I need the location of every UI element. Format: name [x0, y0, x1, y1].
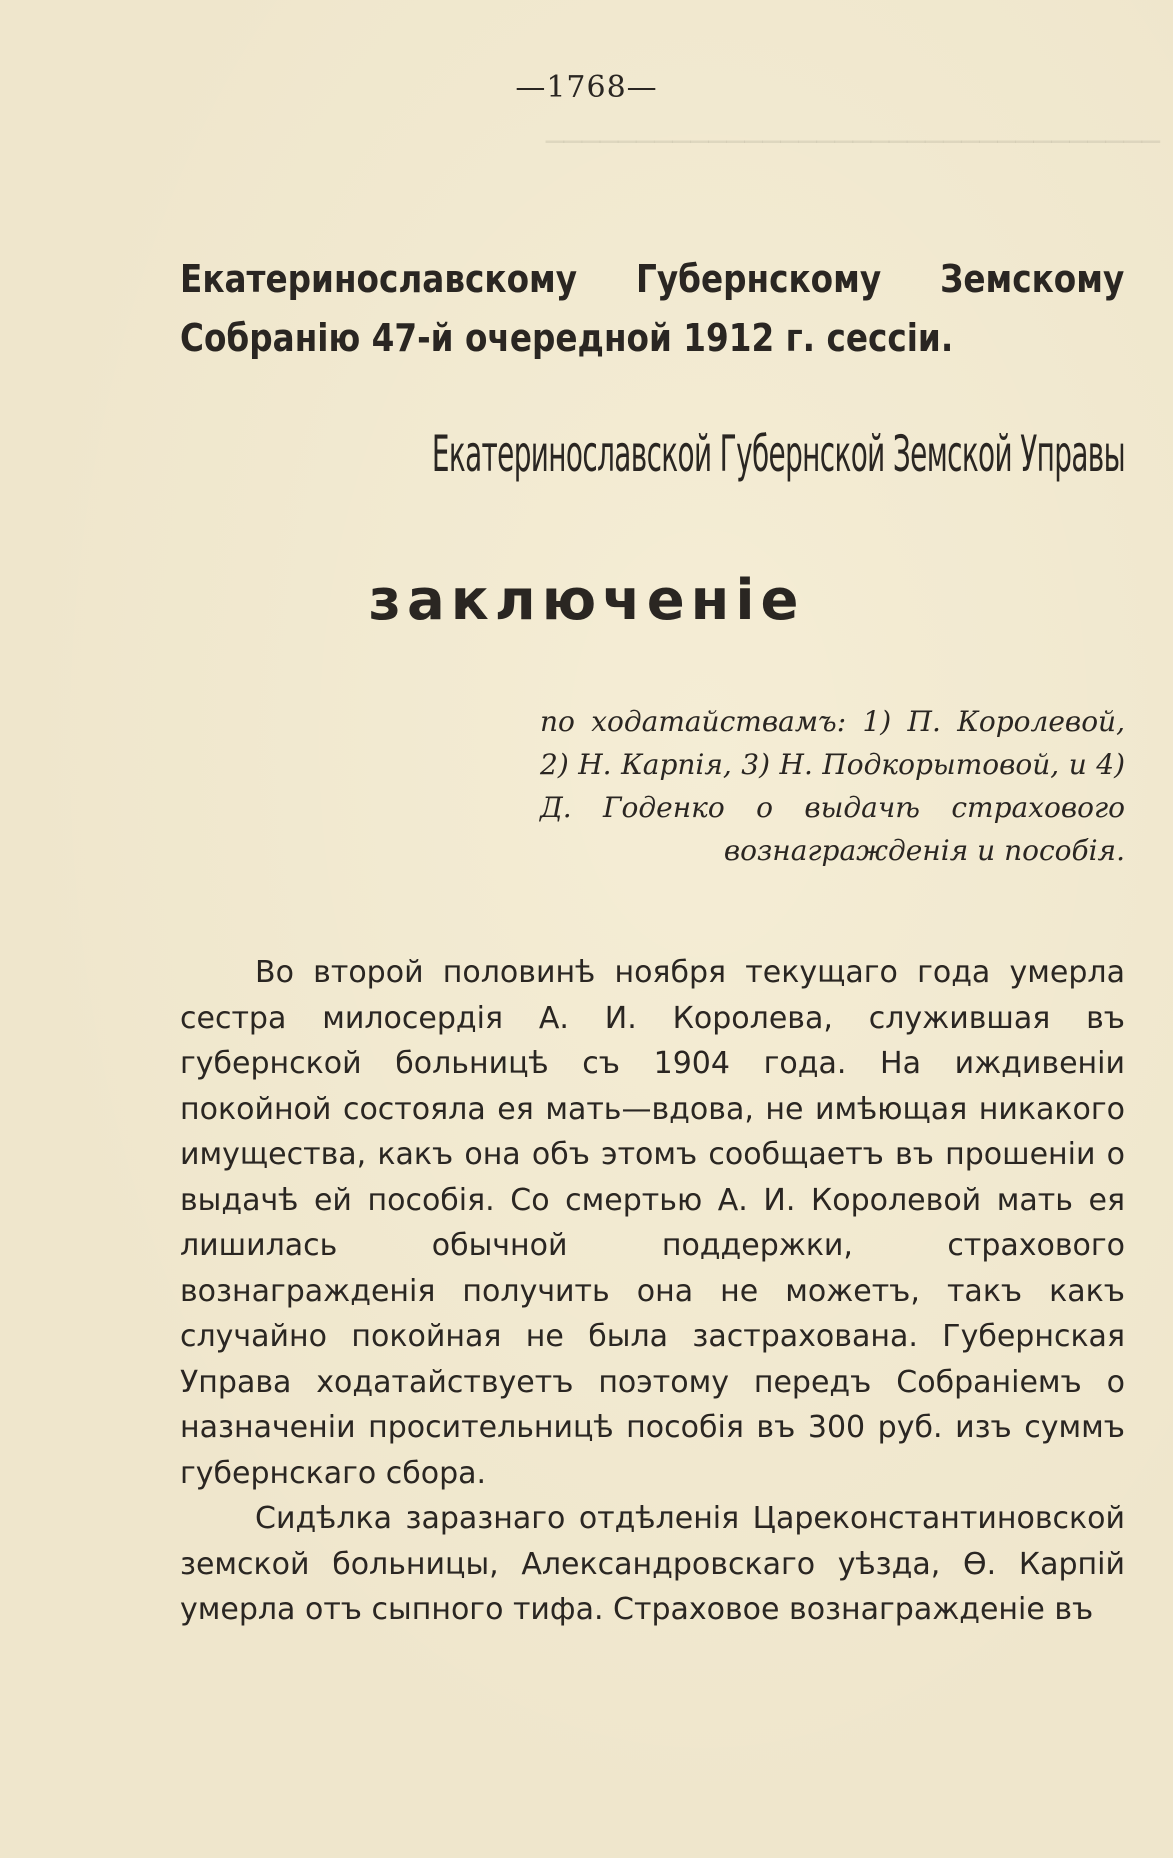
document-subject: по ходатайствамъ: 1) П. Королевой, 2) Н. Карпія, 3) Н. Подкорытовой, и 4) Д. Годенко о выдачѣ страхового вознагражденія и пособія. [540, 705, 1125, 867]
show-through-text: ────────────────────────────────── [545, 125, 1160, 160]
paragraph: Во второй половинѣ ноября текущаго года умерла сестра милосердія А. И. Королева, служившая въ губернской больницѣ съ 1904 года. На иждивеніи покойной состояла ея мать—вдова, не имѣющая никакого имущества, какъ она объ этомъ сообщаетъ въ прошеніи о выдачѣ ей пособія. Со смертью А. И. Королевой мать ея лишилась обычной поддержки, страхового вознагражденія получить она не можетъ, такъ какъ случайно покойная не была застрахована. Губернская Управа ходатайствуетъ поэтому передъ Собраніемъ о назначеніи просительницѣ пособія въ 300 руб. изъ суммъ губернскаго сбора. [180, 955, 1125, 1491]
addressee-heading: Екатеринославскому Губернскому Земскому Собранію 47-й очередной 1912 г. сессіи. [180, 257, 1125, 360]
page-number: —1768— [515, 70, 658, 105]
paragraph: Сидѣлка заразнаго отдѣленія Цареконстантиновской земской больницы, Александровскаго уѣзда, Ѳ. Карпій умерла отъ сыпного тифа. Страховое вознагражденіе въ [180, 1501, 1125, 1627]
document-title: заключеніе [368, 568, 805, 633]
issuing-authority [0, 425, 1125, 483]
body-text [180, 950, 1125, 1633]
issuing-authority-text: Екатеринославской Губернской Земской Управы [431, 425, 1125, 483]
